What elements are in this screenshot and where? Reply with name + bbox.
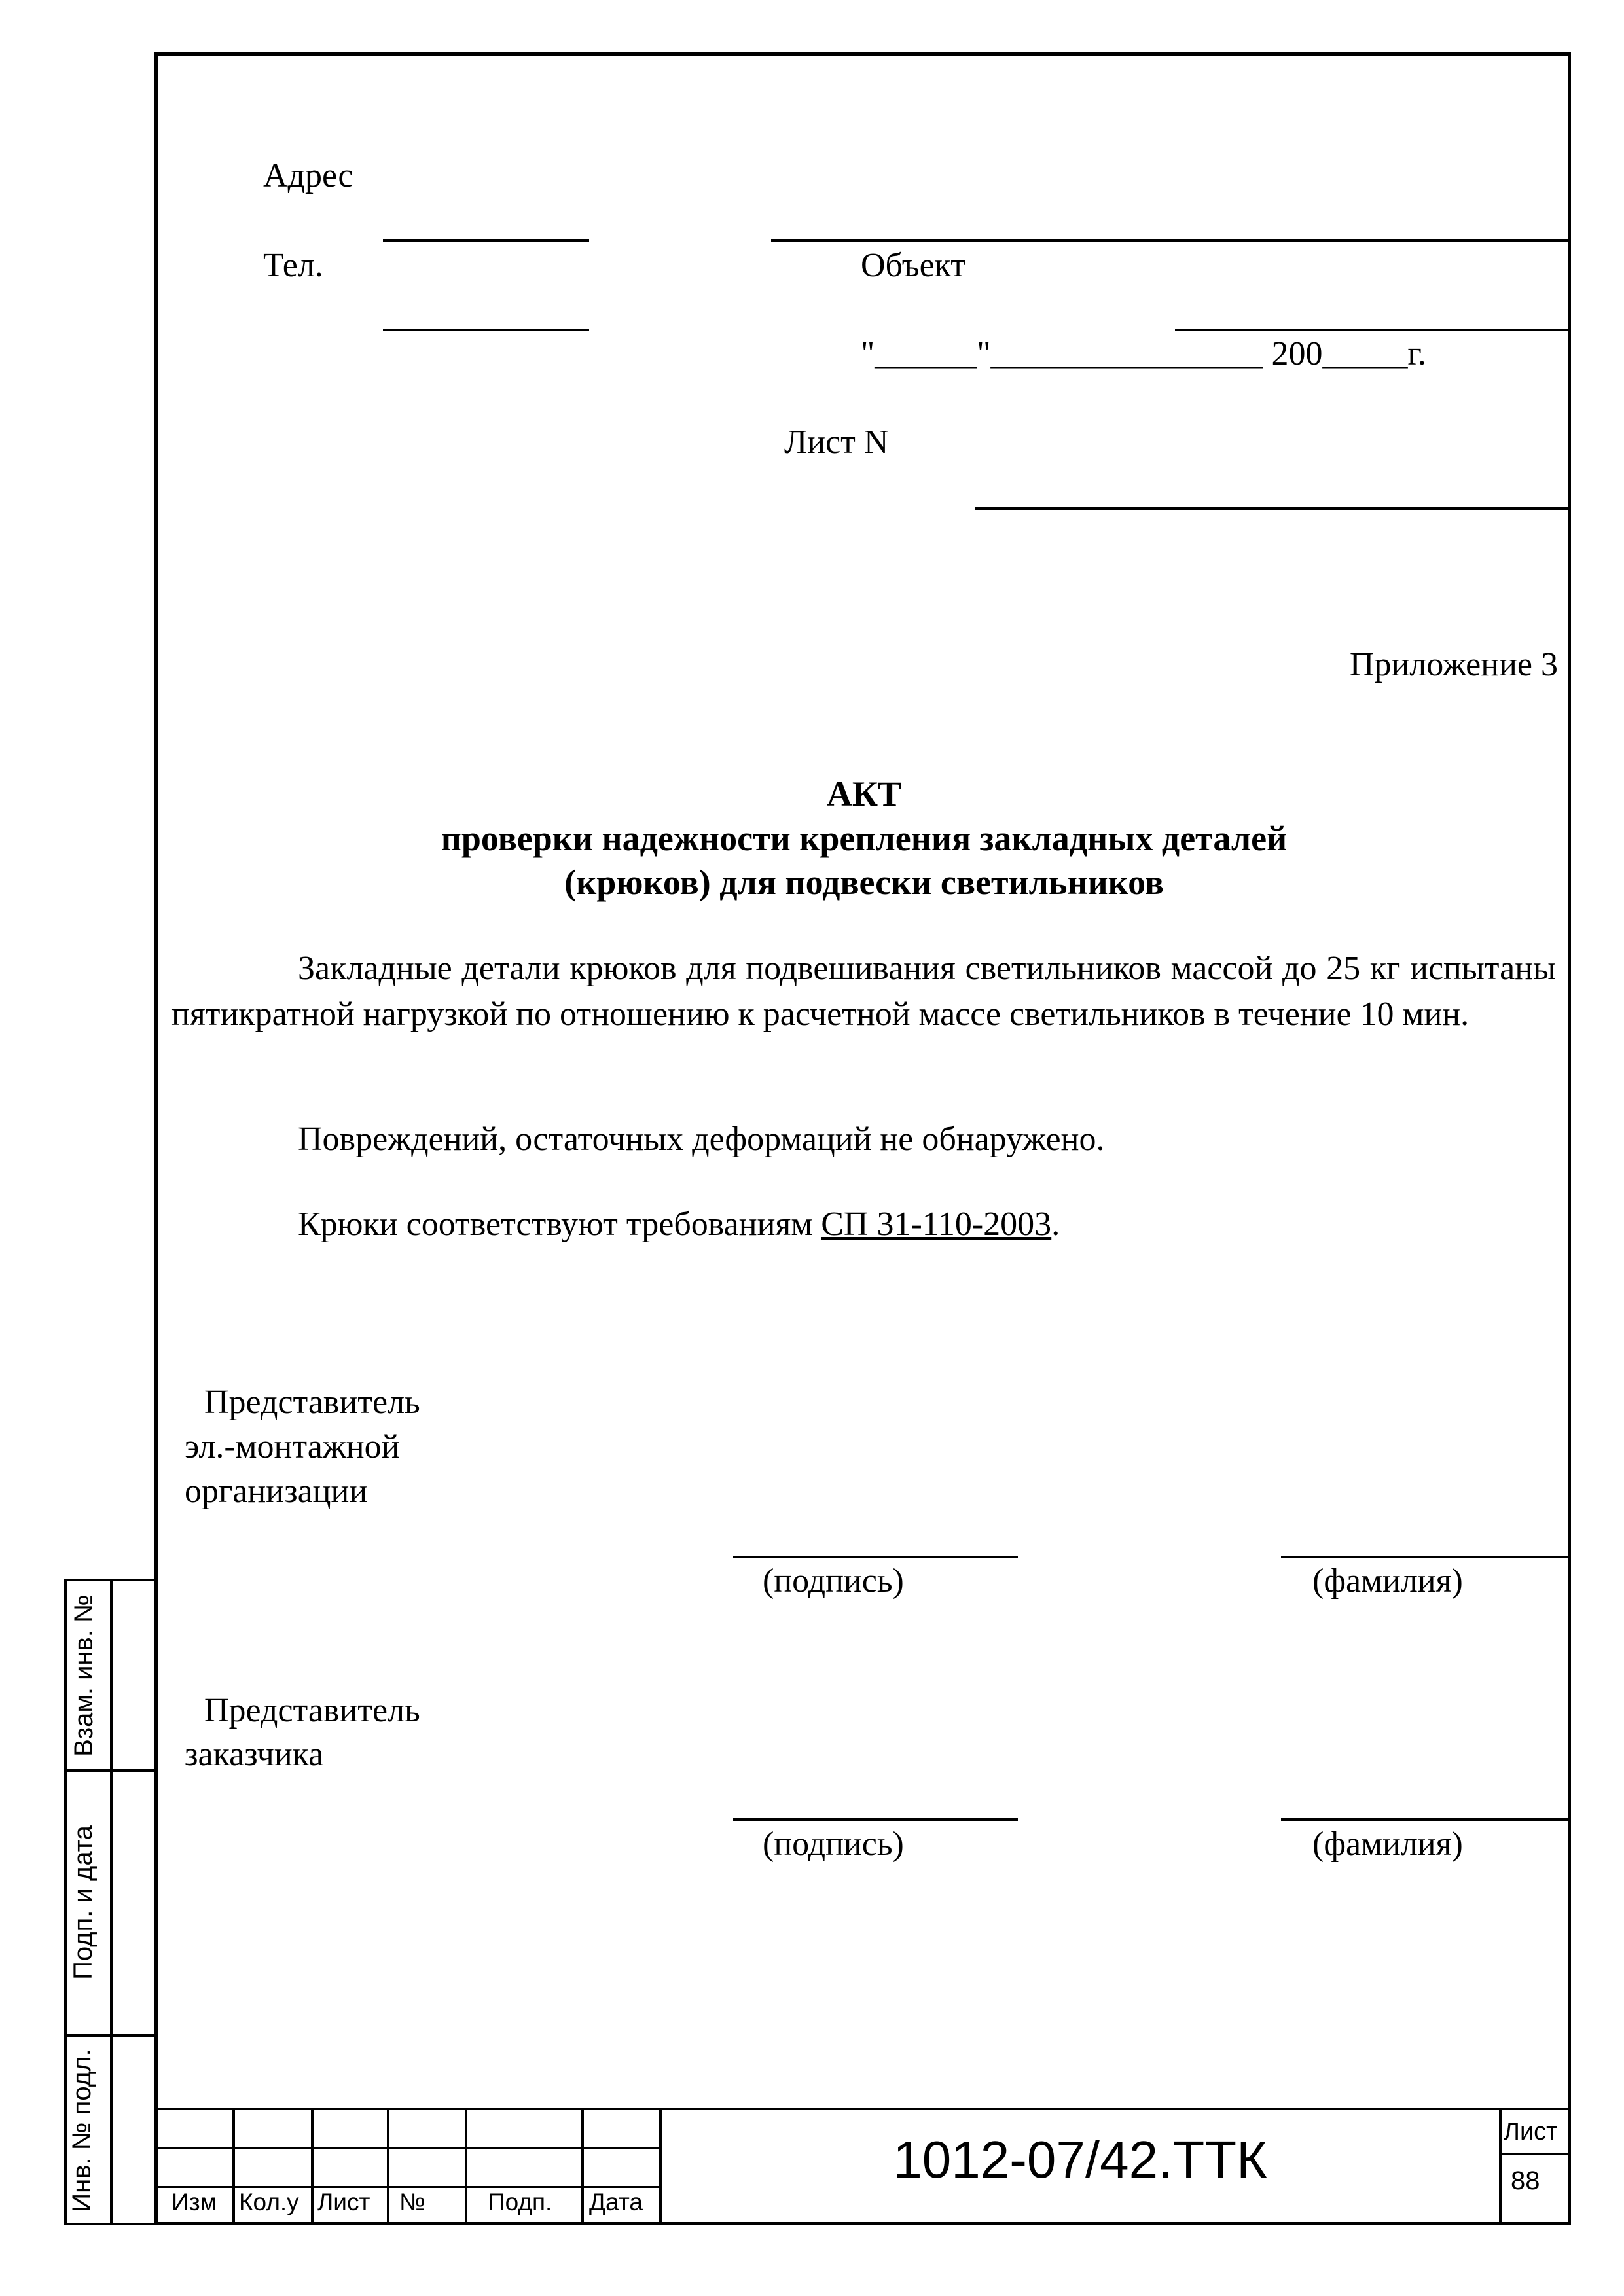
act-title-line3: (крюков) для подвески светильников <box>564 863 1164 902</box>
compliance-period: . <box>1051 1206 1060 1243</box>
act-title-line1: АКТ <box>826 774 902 814</box>
compliance-text: Крюки соответствуют требованиям <box>298 1206 821 1243</box>
tb-col-izm: Изм <box>171 2189 217 2215</box>
object-line <box>1175 329 1568 331</box>
phone-line <box>383 329 589 331</box>
tb-col-3 <box>387 2108 389 2225</box>
rep2-signature-caption: (подпись) <box>763 1825 904 1863</box>
rep1-surname-line <box>1281 1556 1568 1558</box>
tb-col-5 <box>581 2108 584 2225</box>
paragraph-no-damage: Повреждений, остаточных деформаций не обнаружено. <box>298 1121 1105 1158</box>
rep1-signature-caption: (подпись) <box>763 1562 904 1600</box>
object-label: Объект <box>861 247 965 284</box>
act-title-line2: проверки надежности крепления закладных деталей <box>441 818 1288 858</box>
rep1-line3: организации <box>185 1473 368 1510</box>
act-title <box>157 772 1571 905</box>
tb-col-4 <box>465 2108 467 2225</box>
paragraph-compliance <box>298 1204 1060 1245</box>
tb-sheet-divider <box>1499 2153 1570 2155</box>
address-label: Адрес <box>263 157 353 194</box>
side-stamp-cell3: Инв. № подл. <box>67 2049 96 2212</box>
side-stamp-cell1: Взам. инв. № <box>69 1594 98 1757</box>
rep2-signature-line <box>733 1818 1018 1821</box>
title-block-row2 <box>156 2186 660 2188</box>
rep1-line1: Представитель <box>204 1384 420 1421</box>
date-line: "______"________________ 200_____г. <box>861 335 1426 372</box>
tb-col-sheet <box>1499 2108 1502 2225</box>
rep2-surname-caption: (фамилия) <box>1312 1825 1463 1863</box>
tb-col-2 <box>311 2108 314 2225</box>
tb-col-list: Лист <box>317 2189 370 2215</box>
rep2-surname-line <box>1281 1818 1568 1821</box>
rep2-line2: заказчика <box>185 1736 324 1773</box>
rep1-signature-line <box>733 1556 1018 1558</box>
tb-col-podp: Подп. <box>488 2189 552 2215</box>
paragraph-test: Закладные детали крюков для подвешивания светильников массой до 25 кг испытаны пятикратной нагрузкой по отношению к расчетной массе светильников в течение 10 мин. <box>171 950 1556 1033</box>
sheet-number-line <box>975 507 1568 510</box>
title-block-top <box>156 2108 1570 2110</box>
side-stamp-cell2: Подп. и дата <box>69 1825 98 1980</box>
tb-sheet-number: 88 <box>1511 2166 1540 2195</box>
rep2-line1: Представитель <box>204 1692 420 1729</box>
side-stamp-divider <box>110 1579 113 2225</box>
title-block-row1 <box>156 2147 660 2149</box>
standard-link[interactable]: СП 31-110-2003 <box>821 1206 1052 1243</box>
address-line <box>771 239 1568 242</box>
phone-label: Тел. <box>263 247 323 284</box>
document-code: 1012-07/42.ТТК <box>893 2130 1267 2189</box>
appendix-label: Приложение 3 <box>1349 646 1558 683</box>
tb-col-kol: Кол.у <box>239 2189 299 2215</box>
tb-col-num: № <box>399 2189 425 2215</box>
tb-col-date: Дата <box>589 2189 643 2215</box>
rep1-surname-caption: (фамилия) <box>1312 1562 1463 1600</box>
sheet-number-label: Лист N <box>784 423 889 461</box>
tb-col-1 <box>232 2108 235 2225</box>
phone-top-line <box>383 239 589 242</box>
tb-sheet-label: Лист <box>1504 2118 1558 2145</box>
rep1-line2: эл.-монтажной <box>185 1428 400 1465</box>
